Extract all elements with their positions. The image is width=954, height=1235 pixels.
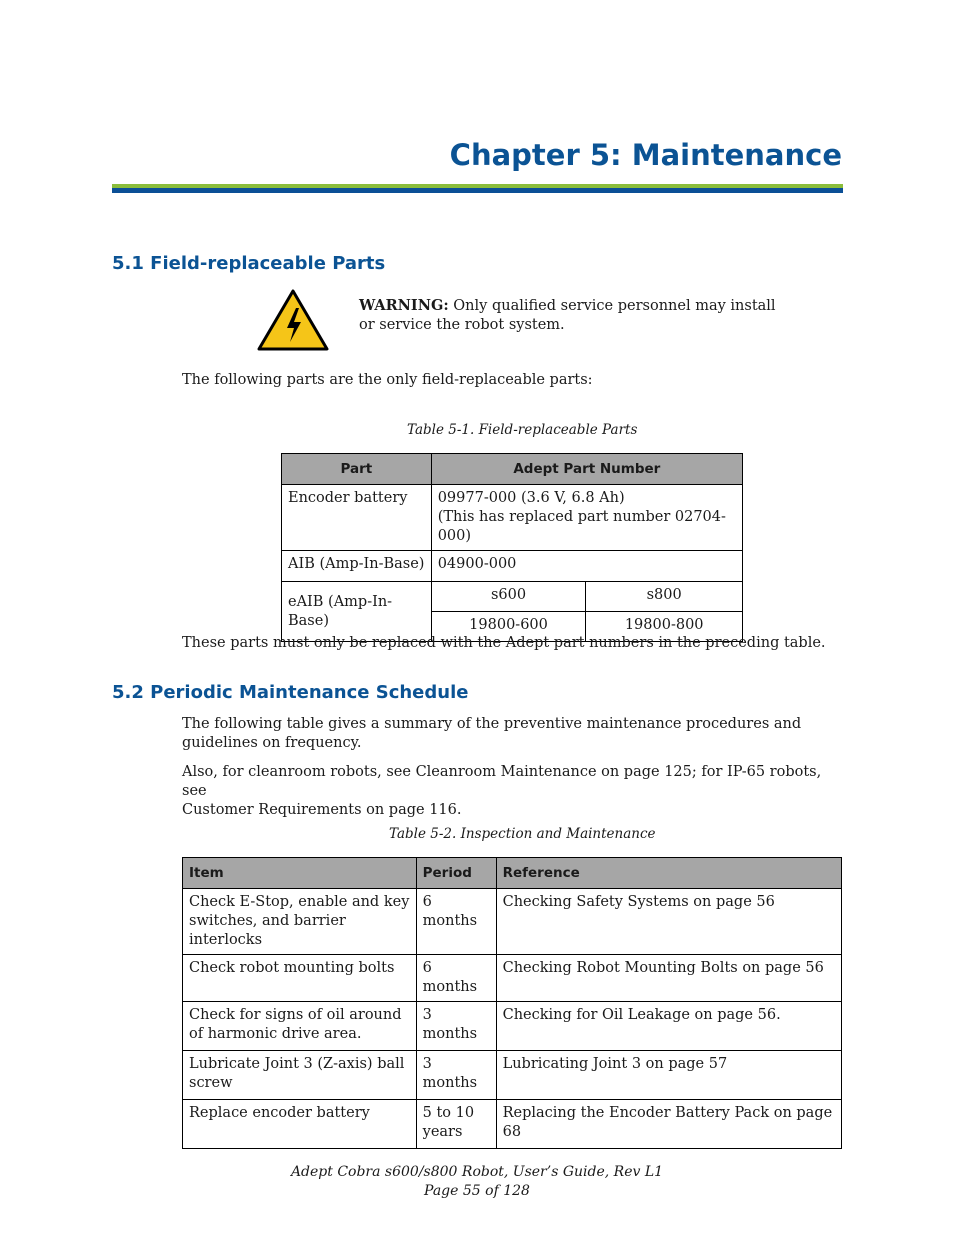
reference-text: Checking for Oil Leakage on page 56. <box>502 1007 781 1023</box>
table-cell <box>431 582 586 612</box>
item-text: of harmonic drive area. <box>189 1026 362 1042</box>
reference-text: Checking Safety Systems on page 56 <box>502 894 775 910</box>
table-header-row <box>183 858 842 889</box>
variant-label: s800 <box>646 587 682 603</box>
period-text: 6 months <box>422 960 478 995</box>
schedule-intro <box>182 715 842 753</box>
text-line: Also, for cleanroom robots, see Cleanroom Maintenance on page 125; for IP-65 robots, see <box>182 764 822 799</box>
table-row <box>282 485 743 551</box>
parts-note: These parts must only be replaced with the Adept part numbers in the preceding table. <box>182 635 826 651</box>
table-cell <box>282 485 432 551</box>
table-cell <box>431 485 742 551</box>
part-number: 19800-600 <box>469 617 548 633</box>
parts-table <box>281 453 743 642</box>
table-cell <box>183 1002 417 1051</box>
table-cell <box>416 889 496 955</box>
reference-text: Checking Robot Mounting Bolts on page 56 <box>502 960 824 976</box>
table-cell <box>431 551 742 582</box>
table-row <box>183 1051 842 1100</box>
table-cell <box>183 955 417 1002</box>
footer-doc-title: Adept Cobra s600/s800 Robot, User’s Guide, Rev L1 <box>290 1164 664 1180</box>
variant-label: s600 <box>490 587 527 603</box>
footer-page-number: Page 55 of 128 <box>424 1183 530 1199</box>
parts-intro: The following parts are the only field-replaceable parts: <box>182 372 593 388</box>
period-text: 3 months <box>422 1056 478 1091</box>
period-text: 6 months <box>422 894 478 929</box>
table-cell <box>183 1051 417 1100</box>
text-line: Customer Requirements on page 116. <box>182 802 462 818</box>
item-text: switches, and barrier interlocks <box>189 913 346 948</box>
header-part: Part <box>282 454 432 485</box>
table-row <box>183 955 842 1002</box>
item-text: Check for signs of oil around <box>189 1007 402 1023</box>
part-name: Encoder battery <box>288 490 408 506</box>
table-header-row <box>282 454 743 485</box>
header-period: Period <box>416 858 496 889</box>
table-5-1-caption: Table 5-1. Field-replaceable Parts <box>407 422 638 438</box>
schedule-references <box>182 763 842 820</box>
table-row <box>183 1100 842 1149</box>
item-text: Replace encoder battery <box>189 1105 370 1121</box>
part-name: eAIB (Amp-In-Base) <box>288 593 393 629</box>
warning-text-line1: Only qualified service personnel may install <box>448 298 776 314</box>
section-heading-field-replaceable: 5.1 Field-replaceable Parts <box>112 253 386 274</box>
reference-text: Replacing the Encoder Battery Pack on page 68 <box>502 1105 833 1140</box>
table-row <box>282 551 743 582</box>
period-text: years <box>422 1124 463 1140</box>
table-cell <box>496 1002 841 1051</box>
table-cell <box>586 582 743 612</box>
part-number: 19800-800 <box>624 617 704 633</box>
part-number: 04900-000 <box>437 556 517 572</box>
header-part-number: Adept Part Number <box>431 454 742 485</box>
table-cell <box>282 582 432 642</box>
reference-text: Lubricating Joint 3 on page 57 <box>502 1056 728 1072</box>
table-row <box>183 889 842 955</box>
table-cell <box>416 955 496 1002</box>
item-text: Lubricate Joint 3 (Z-axis) ball <box>189 1056 405 1072</box>
part-number-note: (This has replaced part number 02704-000) <box>437 509 726 544</box>
table-cell <box>183 1100 417 1149</box>
table-cell <box>416 1051 496 1100</box>
maintenance-table <box>182 857 842 1149</box>
section-heading-maintenance-schedule: 5.2 Periodic Maintenance Schedule <box>112 682 469 703</box>
chapter-rule-blue <box>112 188 843 193</box>
table-row <box>183 1002 842 1051</box>
footer <box>0 1163 954 1201</box>
table-cell <box>496 1100 841 1149</box>
table-row <box>282 582 743 612</box>
table-cell <box>496 955 841 1002</box>
part-name: AIB (Amp-In-Base) <box>288 556 425 572</box>
electrical-hazard-icon <box>257 288 329 352</box>
warning-note <box>359 296 789 335</box>
warning-label: WARNING: <box>359 297 449 314</box>
table-cell <box>282 551 432 582</box>
period-text: 3 months <box>422 1007 478 1042</box>
header-item: Item <box>183 858 417 889</box>
period-text: 5 to 10 <box>422 1105 475 1121</box>
item-text: Check robot mounting bolts <box>189 960 395 976</box>
chapter-title: Chapter 5: Maintenance <box>449 138 842 172</box>
text-line: The following table gives a summary of the preventive maintenance procedures and <box>182 716 802 732</box>
table-cell <box>183 889 417 955</box>
table-cell <box>496 889 841 955</box>
table-cell <box>496 1051 841 1100</box>
table-5-2-caption: Table 5-2. Inspection and Maintenance <box>389 826 656 842</box>
part-number: 09977-000 (3.6 V, 6.8 Ah) <box>437 490 625 506</box>
table-cell <box>416 1100 496 1149</box>
header-reference: Reference <box>496 858 841 889</box>
item-text: screw <box>189 1075 233 1091</box>
text-line: guidelines on frequency. <box>182 735 362 751</box>
table-cell <box>416 1002 496 1051</box>
warning-text-line2: or service the robot system. <box>359 317 565 333</box>
item-text: Check E-Stop, enable and key <box>189 894 410 910</box>
